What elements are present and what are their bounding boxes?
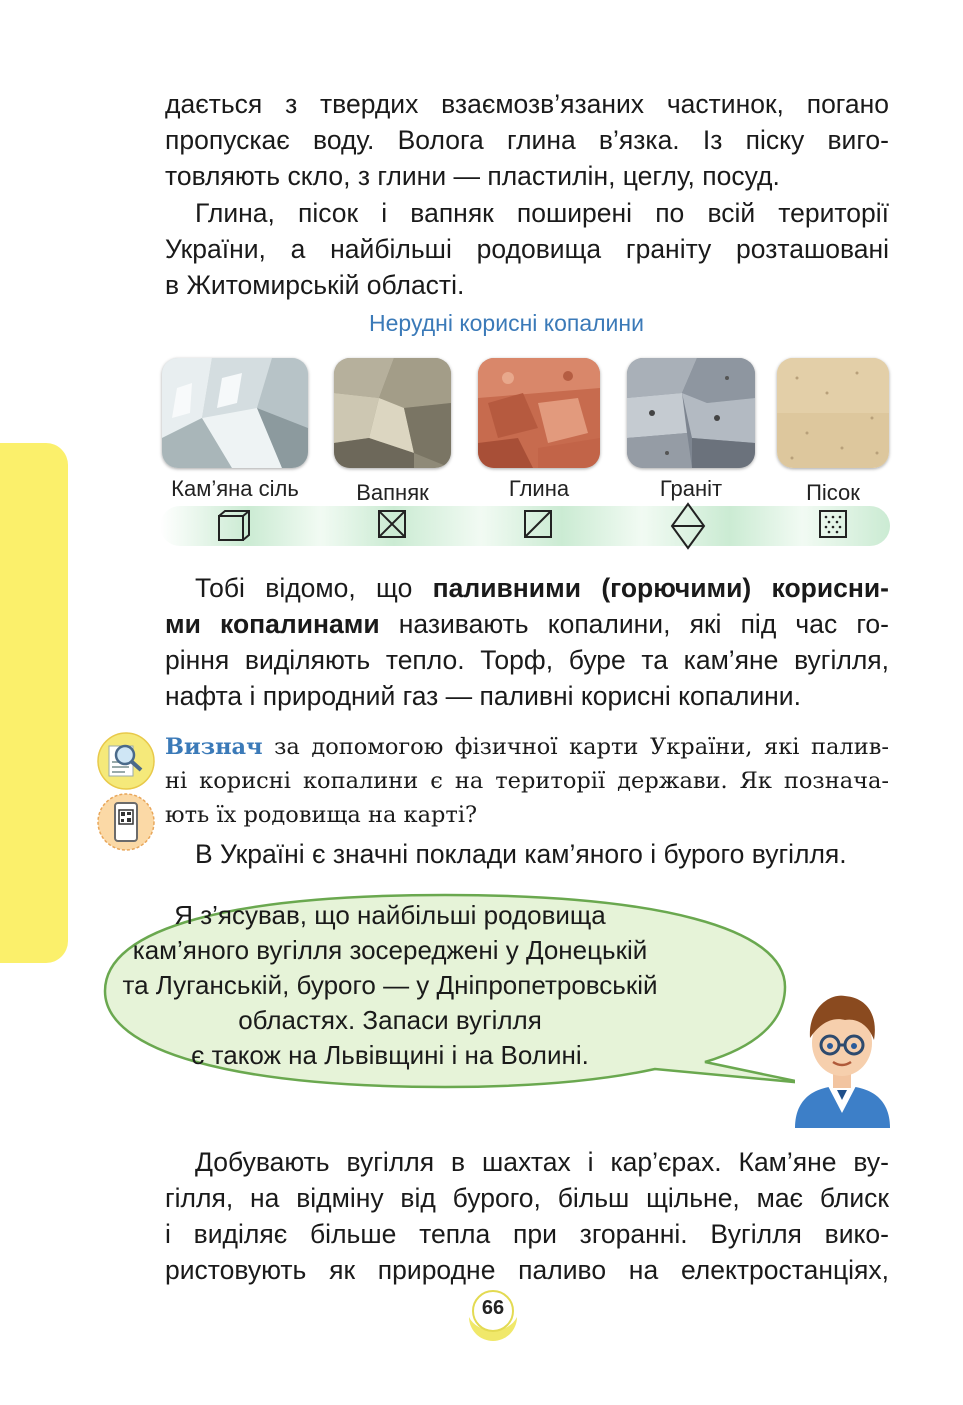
task-keyword: Визнач: [165, 734, 263, 760]
intro-paragraph: [165, 86, 889, 194]
speech-text: [120, 898, 660, 1073]
text-span: Тобі відомо, що: [195, 573, 433, 603]
page-number: 66: [481, 1297, 505, 1319]
boy-character-illustration: [790, 988, 895, 1128]
diagonal-square-symbol-icon: [522, 508, 554, 540]
rock-salt-photo: [162, 358, 308, 468]
bold-term: ми копалинами: [165, 609, 380, 639]
text-line: товляють скло, з глини — пластилін, цеглу, посуд.: [165, 161, 780, 191]
speech-line: областях. Запаси вугілля: [238, 1005, 542, 1035]
mineral-name: Вапняк: [356, 480, 429, 505]
text-line: дається з твердих взаємозв’язаних частинок, погано: [165, 89, 889, 119]
text-line: Глина, пісок і вапняк поширені по всій території: [195, 198, 889, 228]
text-line: України, а найбільші родовища граніту розташовані: [165, 234, 889, 264]
sand-photo: [777, 358, 889, 468]
text-line: Добувають вугілля в шахтах і кар’єрах. Кам’яне ву-: [195, 1147, 889, 1177]
diamond-symbol-icon: [670, 502, 706, 550]
bold-term: паливними (горючими) корисни-: [432, 573, 889, 603]
text-line: пропускає воду. Волога глина в’язка. Із піску виго-: [165, 125, 889, 155]
text-span: називають копалини, які під час го-: [379, 609, 889, 639]
text-line: гілля, на відміну від бурого, більш щільне, має блиск: [165, 1183, 889, 1213]
text-line: ні корисні копалини є на території держави. Як познача-: [165, 768, 889, 794]
text-line: ють їх родовища на карті?: [165, 802, 478, 828]
fuel-paragraph: [165, 570, 889, 714]
section-title: Нерудні корисні копалини: [369, 310, 644, 336]
cube-symbol-icon: [216, 508, 252, 544]
answer-paragraph: [165, 836, 889, 872]
mineral-rock-salt: [162, 358, 308, 501]
clay-photo: [478, 358, 600, 468]
speech-line: кам’яного вугілля зосереджені у Донецькій: [132, 935, 648, 965]
mineral-name: Граніт: [659, 476, 723, 501]
crossed-square-symbol-icon: [376, 508, 408, 540]
text-line: [165, 606, 889, 642]
limestone-photo: [334, 358, 451, 468]
text-line: ристовують як природне паливо на електростанціях,: [165, 1255, 889, 1285]
mineral-granite: [627, 358, 755, 501]
coal-paragraph: [165, 1144, 889, 1288]
text-line: нафта і природний газ — паливні корисні копалини.: [165, 681, 801, 711]
mineral-name: Кам’яна сіль: [171, 476, 299, 501]
mineral-name: Глина: [508, 476, 570, 501]
side-tab: [0, 443, 68, 963]
text-line: В Україні є значні поклади кам’яного і бурого вугілля.: [195, 839, 847, 869]
text-line: [165, 730, 889, 764]
speech-line: та Луганській, бурого — у Дніпропетровській: [122, 970, 658, 1000]
text-line: і виділяє більше тепла при згоранні. Вугілля вико-: [165, 1219, 889, 1249]
mineral-limestone: [334, 358, 451, 505]
task-paragraph: [165, 730, 889, 832]
text-line: ріння виділяють тепло. Торф, буре та кам’яне вугілля,: [165, 645, 889, 675]
qr-code-phone-icon: [97, 793, 155, 851]
mineral-clay: [478, 358, 600, 501]
speech-line: Я з’ясував, що найбільші родовища: [174, 900, 606, 930]
dotted-square-symbol-icon: [817, 508, 849, 540]
text-span: за допомогою фізичної карти України, які палив-: [262, 734, 889, 760]
magnifier-task-icon: [97, 732, 155, 790]
text-line: [165, 570, 889, 606]
granite-photo: [627, 358, 755, 468]
mineral-sand: [777, 358, 889, 505]
deposits-paragraph: [165, 195, 889, 303]
text-line: в Житомирській області.: [165, 270, 465, 300]
mineral-name: Пісок: [806, 480, 860, 505]
speech-line: є також на Львівщині і на Волині.: [191, 1040, 589, 1070]
